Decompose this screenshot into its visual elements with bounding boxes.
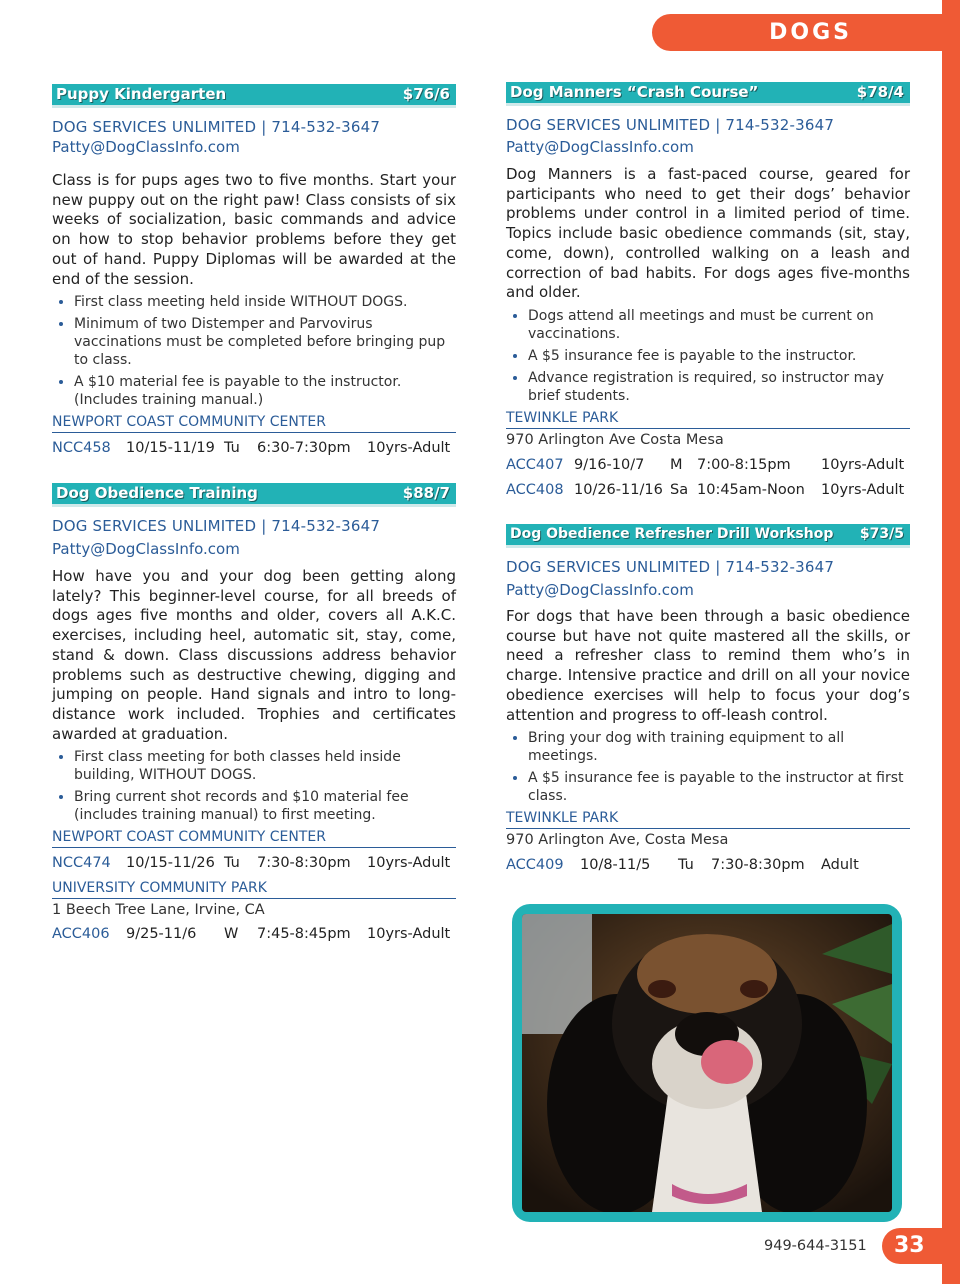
provider-separator: | xyxy=(261,118,272,136)
session-time: 7:30-8:30pm xyxy=(257,855,351,872)
course-notes xyxy=(52,293,456,409)
course-description: How have you and your dog been getting along lately? This beginner-level course, for all breeds of dogs ages five months and older, covers all A.K.C. exercises, including heel, automatic sit, stay, come, stand & down. Class discussions address behavior problems such as destructive chewing, digging and jumping on people. Hand signals and intro to long-distance work included. Trophies and certificates awarded at graduation. xyxy=(52,567,456,743)
course-header xyxy=(52,84,456,105)
note-item: • Advance registration is required, so instructor may brief students. xyxy=(528,369,910,405)
session-code[interactable]: ACC406 xyxy=(52,926,110,943)
provider-phone: 714-532-3647 xyxy=(271,118,381,136)
note-item: • A $5 insurance fee is payable to the instructor. xyxy=(528,347,910,365)
provider-separator: | xyxy=(261,517,272,535)
course-price: $73/5 xyxy=(859,526,904,542)
location-name: TEWINKLE PARK xyxy=(506,809,910,829)
course-description: Dog Manners is a fast-paced course, geared for participants who need to get their dogs’ behavior problems under control in a limited period of time. Topics include basic obedience commands (sit, stay, come, down), controlled walking on a leash and correction of bad habits. For dogs ages five-months and older. xyxy=(506,165,910,302)
provider-name: DOG SERVICES UNLIMITED xyxy=(52,517,257,535)
provider-name: DOG SERVICES UNLIMITED xyxy=(506,558,711,576)
dog-photo xyxy=(522,914,892,1212)
session-day: Tu xyxy=(224,855,240,872)
session-day: Tu xyxy=(224,440,240,457)
page-number: 33 xyxy=(882,1228,960,1264)
provider-line xyxy=(52,516,456,536)
course-notes xyxy=(506,729,910,805)
session-code[interactable]: NCC458 xyxy=(52,440,111,457)
provider-email[interactable]: Patty@DogClassInfo.com xyxy=(506,138,694,156)
session-row xyxy=(52,853,456,873)
session-day: Tu xyxy=(678,857,694,874)
provider-line xyxy=(52,117,456,137)
provider-email[interactable]: Patty@DogClassInfo.com xyxy=(506,581,694,599)
course-header xyxy=(506,524,910,545)
provider-separator: | xyxy=(715,116,726,134)
session-day: Sa xyxy=(670,481,689,498)
location-address: 970 Arlington Ave Costa Mesa xyxy=(506,431,724,448)
provider-phone: 714-532-3647 xyxy=(271,517,381,535)
location-name: UNIVERSITY COMMUNITY PARK xyxy=(52,879,456,899)
session-ages: 10yrs-Adult xyxy=(821,481,905,498)
basset-hound-photo-icon xyxy=(522,914,892,1212)
session-row xyxy=(52,438,456,458)
dog-photo-frame xyxy=(512,904,902,1222)
session-ages: Adult xyxy=(821,857,859,874)
course-title: Puppy Kindergarten xyxy=(56,85,227,103)
session-time: 10:45am-Noon xyxy=(697,481,805,498)
session-dates: 9/16-10/7 xyxy=(574,456,645,473)
session-dates: 10/15-11/26 xyxy=(126,855,215,872)
note-item: • A $5 insurance fee is payable to the instructor at first class. xyxy=(528,769,910,805)
session-dates: 10/15-11/19 xyxy=(126,440,215,457)
note-item: • Minimum of two Distemper and Parvovirus vaccinations must be completed before bringing pup to class. xyxy=(74,315,456,369)
location-address: 970 Arlington Ave, Costa Mesa xyxy=(506,832,729,849)
session-time: 7:00-8:15pm xyxy=(697,456,791,473)
session-ages: 10yrs-Adult xyxy=(821,456,905,473)
session-ages: 10yrs-Adult xyxy=(367,926,451,943)
course-dog-manners-crash-course xyxy=(506,82,910,500)
session-row xyxy=(52,924,456,944)
provider-name: DOG SERVICES UNLIMITED xyxy=(52,118,257,136)
course-description: Class is for pups ages two to five months. Start your new puppy out on the right paw! Class consists of six weeks of socialization, basic commands and advice on how to stop behavior problems before they get out of hand. Puppy Diplomas will be awarded at the end of the session. xyxy=(52,171,456,288)
note-item: • First class meeting for both classes held inside building, WITHOUT DOGS. xyxy=(74,748,456,784)
course-header xyxy=(52,483,456,504)
session-time: 7:45-8:45pm xyxy=(257,926,351,943)
note-item: • A $10 material fee is payable to the instructor. (Includes training manual.) xyxy=(74,373,456,409)
note-item: • Bring your dog with training equipment to all meetings. xyxy=(528,729,910,765)
note-item: • Bring current shot records and $10 material fee (includes training manual) to first meeting. xyxy=(74,788,456,824)
section-title: DOGS xyxy=(652,14,952,51)
session-ages: 10yrs-Adult xyxy=(367,440,451,457)
session-dates: 10/26-11/16 xyxy=(574,481,663,498)
course-price: $76/6 xyxy=(402,85,450,103)
session-row xyxy=(506,855,910,875)
session-time: 6:30-7:30pm xyxy=(257,440,351,457)
provider-line xyxy=(506,115,910,135)
course-puppy-kindergarten xyxy=(52,84,456,458)
provider-phone: 714-532-3647 xyxy=(725,558,835,576)
location-name: NEWPORT COAST COMMUNITY CENTER xyxy=(52,413,456,433)
course-dog-obedience-refresher xyxy=(506,524,910,875)
note-item: • First class meeting held inside WITHOUT DOGS. xyxy=(74,293,456,311)
session-dates: 9/25-11/6 xyxy=(126,926,197,943)
location-name: NEWPORT COAST COMMUNITY CENTER xyxy=(52,828,456,848)
provider-line xyxy=(506,557,910,577)
session-dates: 10/8-11/5 xyxy=(580,857,651,874)
provider-separator: | xyxy=(715,558,726,576)
location-address: 1 Beech Tree Lane, Irvine, CA xyxy=(52,902,265,919)
session-row xyxy=(506,480,910,500)
course-title: Dog Obedience Training xyxy=(56,484,258,502)
course-notes xyxy=(506,307,910,405)
course-notes xyxy=(52,748,456,824)
session-day: M xyxy=(670,456,683,473)
provider-email[interactable]: Patty@DogClassInfo.com xyxy=(52,540,240,558)
course-price: $78/4 xyxy=(856,83,904,101)
course-price: $88/7 xyxy=(402,484,450,502)
provider-email[interactable]: Patty@DogClassInfo.com xyxy=(52,138,240,156)
course-description: For dogs that have been through a basic obedience course but have not quite mastered all the skills, or need a refresher class to remind them who’s in charge. Intensive practice and drill on all your novice obedience exercises will help to focus your dog’s attention and progress to off-leash control. xyxy=(506,607,910,724)
session-code[interactable]: ACC409 xyxy=(506,857,564,874)
session-code[interactable]: NCC474 xyxy=(52,855,111,872)
session-time: 7:30-8:30pm xyxy=(711,857,805,874)
right-accent-bar xyxy=(942,0,960,1284)
course-title: Dog Manners “Crash Course” xyxy=(510,83,759,101)
course-title: Dog Obedience Refresher Drill Workshop xyxy=(510,526,834,542)
location-name: TEWINKLE PARK xyxy=(506,409,910,429)
session-code[interactable]: ACC408 xyxy=(506,481,564,498)
note-item: • Dogs attend all meetings and must be current on vaccinations. xyxy=(528,307,910,343)
session-day: W xyxy=(224,926,239,943)
session-row xyxy=(506,455,910,475)
course-dog-obedience-training xyxy=(52,483,456,944)
session-code[interactable]: ACC407 xyxy=(506,456,564,473)
course-header xyxy=(506,82,910,103)
session-ages: 10yrs-Adult xyxy=(367,855,451,872)
provider-name: DOG SERVICES UNLIMITED xyxy=(506,116,711,134)
provider-phone: 714-532-3647 xyxy=(725,116,835,134)
footer-phone: 949-644-3151 xyxy=(764,1238,867,1254)
